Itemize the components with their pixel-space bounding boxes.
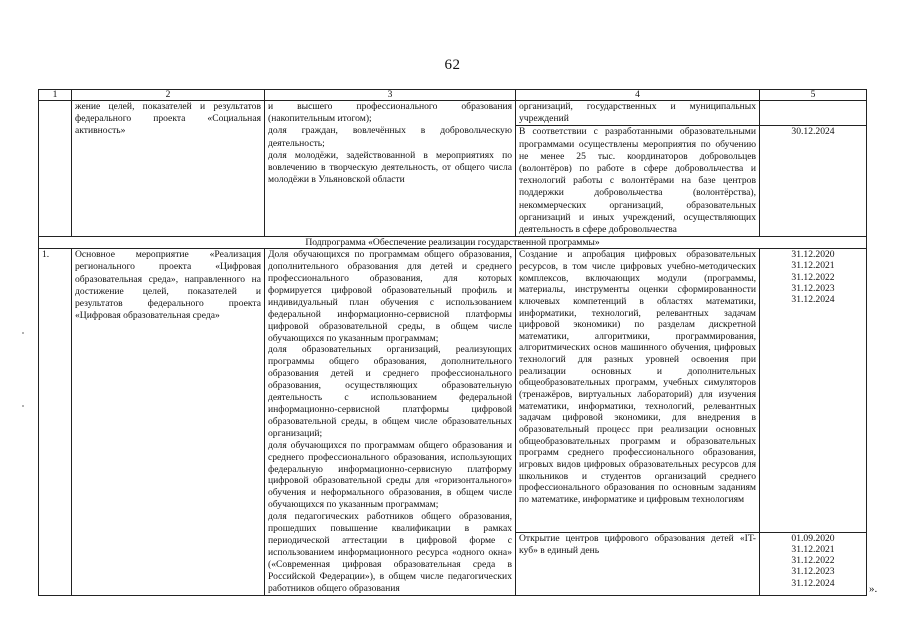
result-cell: В соответствии с разработанными образовательными программами осуществлены мероприятия по обучению не менее 25 тыс. координаторов добровольцев (волонтёров) по работе в сфере добровольчества и технологий работы с волонтёрами на базе центров поддержки добровольчества (волонтёрства), некоммерческих организаций, образовательных организаций и иных учреждений, осуществляющих деятельность в сфере добровольчества (516, 126, 760, 237)
date-value: 31.12.2023 (791, 566, 835, 578)
dates-cell (760, 532, 867, 595)
column-number-4: 4 (516, 90, 760, 101)
closing-quote-mark: ». (869, 583, 878, 595)
column-number-3: 3 (265, 90, 516, 101)
indicators-cell: и высшего профессионального образования (накопительным итогом); доля граждан, вовлечённых в добровольческую деятельность; доля молодёжи, задействованной в мероприятиях по вовлечению в творческую деятельность, от общего числа молодёжи в Ульяновской области (265, 101, 516, 237)
date-value: 31.12.2021 (791, 260, 835, 272)
date-cell (760, 101, 867, 126)
page-number: 62 (444, 57, 461, 73)
date-cell: 30.12.2024 (760, 126, 867, 237)
column-number-5: 5 (760, 90, 867, 101)
column-number-2: 2 (72, 90, 265, 101)
table-row (39, 101, 867, 126)
date-value: 31.12.2021 (791, 543, 835, 555)
indicators-cell: Доля обучающихся по программам общего образования, дополнительного образования для детей и среднего профессионального образования, для которых формируется цифровой образовательный профиль и индивидуальный план обучения с использованием федеральной информационно-сервисной платформы цифровой образовательной среды, в общем числе обучающихся по указанным программам; доля образовательных организаций, реализующих программы общего образования, дополнительного образования детей и среднего профессионального образования, осуществляющих образовательную деятельность с использованием федеральной информационно-сервисной платформы цифровой образовательной среды, в общем числе образовательных организаций; доля обучающихся по программам общего образования и среднего профессионального образования, использующих федеральную информационно-сервисную платформу цифровой образовательной среды для «горизонтального» обучения и неформального образования, в общем числе обучающихся по указанным программам; доля педагогических работников общего образования, прошедших повышение квалификации в рамках периодической аттестации в цифровой форме с использованием информационного ресурса «одного окна» («Современная цифровая образовательная среда в Российской Федерации»), в общем числе педагогических работников общего образования (265, 249, 516, 595)
row-number-cell (39, 101, 72, 237)
subprogram-row (39, 237, 867, 249)
date-value: 31.12.2022 (791, 271, 835, 283)
date-value: 31.12.2023 (791, 282, 835, 294)
event-cell: жение целей, показателей и результатов федерального проекта «Социальная активность» (72, 101, 265, 237)
table-header-row (39, 90, 867, 101)
date-value: 31.12.2024 (791, 294, 835, 306)
column-number-1: 1 (39, 90, 72, 101)
date-value: 31.12.2024 (791, 577, 835, 589)
events-table (38, 89, 867, 596)
date-value: 31.12.2022 (791, 555, 835, 567)
scan-speck (22, 405, 24, 407)
result-cell: Открытие центров цифрового образования детей «IT-куб» в единый день (516, 532, 760, 595)
row-number-cell: 1. (39, 249, 72, 595)
date-value: 01.09.2020 (791, 532, 835, 544)
scan-speck (22, 332, 24, 334)
subprogram-title: Подпрограмма «Обеспечение реализации государственной программы» (39, 237, 867, 249)
result-cell: Создание и апробация цифровых образовательных ресурсов, в том числе цифровых учебно-методических комплексов, включающих модули (программы, материалы, инструменты оценки сформированности ключевых компетенций в областях математики, информатики, технологий, релевантных задачам цифровой экономики) по разделам дискретной математики, алгоритмики, программирования, алгоритмических основ машинного обучения, цифровых технологий для разных уровней освоения при реализации основных и дополнительных общеобразовательных программ, учебных симуляторов (тренажёров, виртуальных лабораторий) для изучения математики, информатики, технологий, релевантных задачам цифровой экономики, для внедрения в образовательный процесс при реализации основных общеобразовательных программ и образовательных программ среднего профессионального образования, игровых видов цифровых образовательных ресурсов для школьников и студентов организаций среднего профессионального образования по основным заданиям по математике, информатике и цифровым технологиям (516, 249, 760, 532)
date-value: 31.12.2020 (791, 249, 835, 261)
event-cell: Основное мероприятие «Реализация регионального проекта «Цифровая образовательная среда», направленного на достижение целей, показателей и результатов федерального проекта «Цифровая образовательная среда» (72, 249, 265, 595)
result-cell: организаций, государственных и муниципальных учреждений (516, 101, 760, 126)
table-row (39, 249, 867, 532)
dates-cell (760, 249, 867, 532)
